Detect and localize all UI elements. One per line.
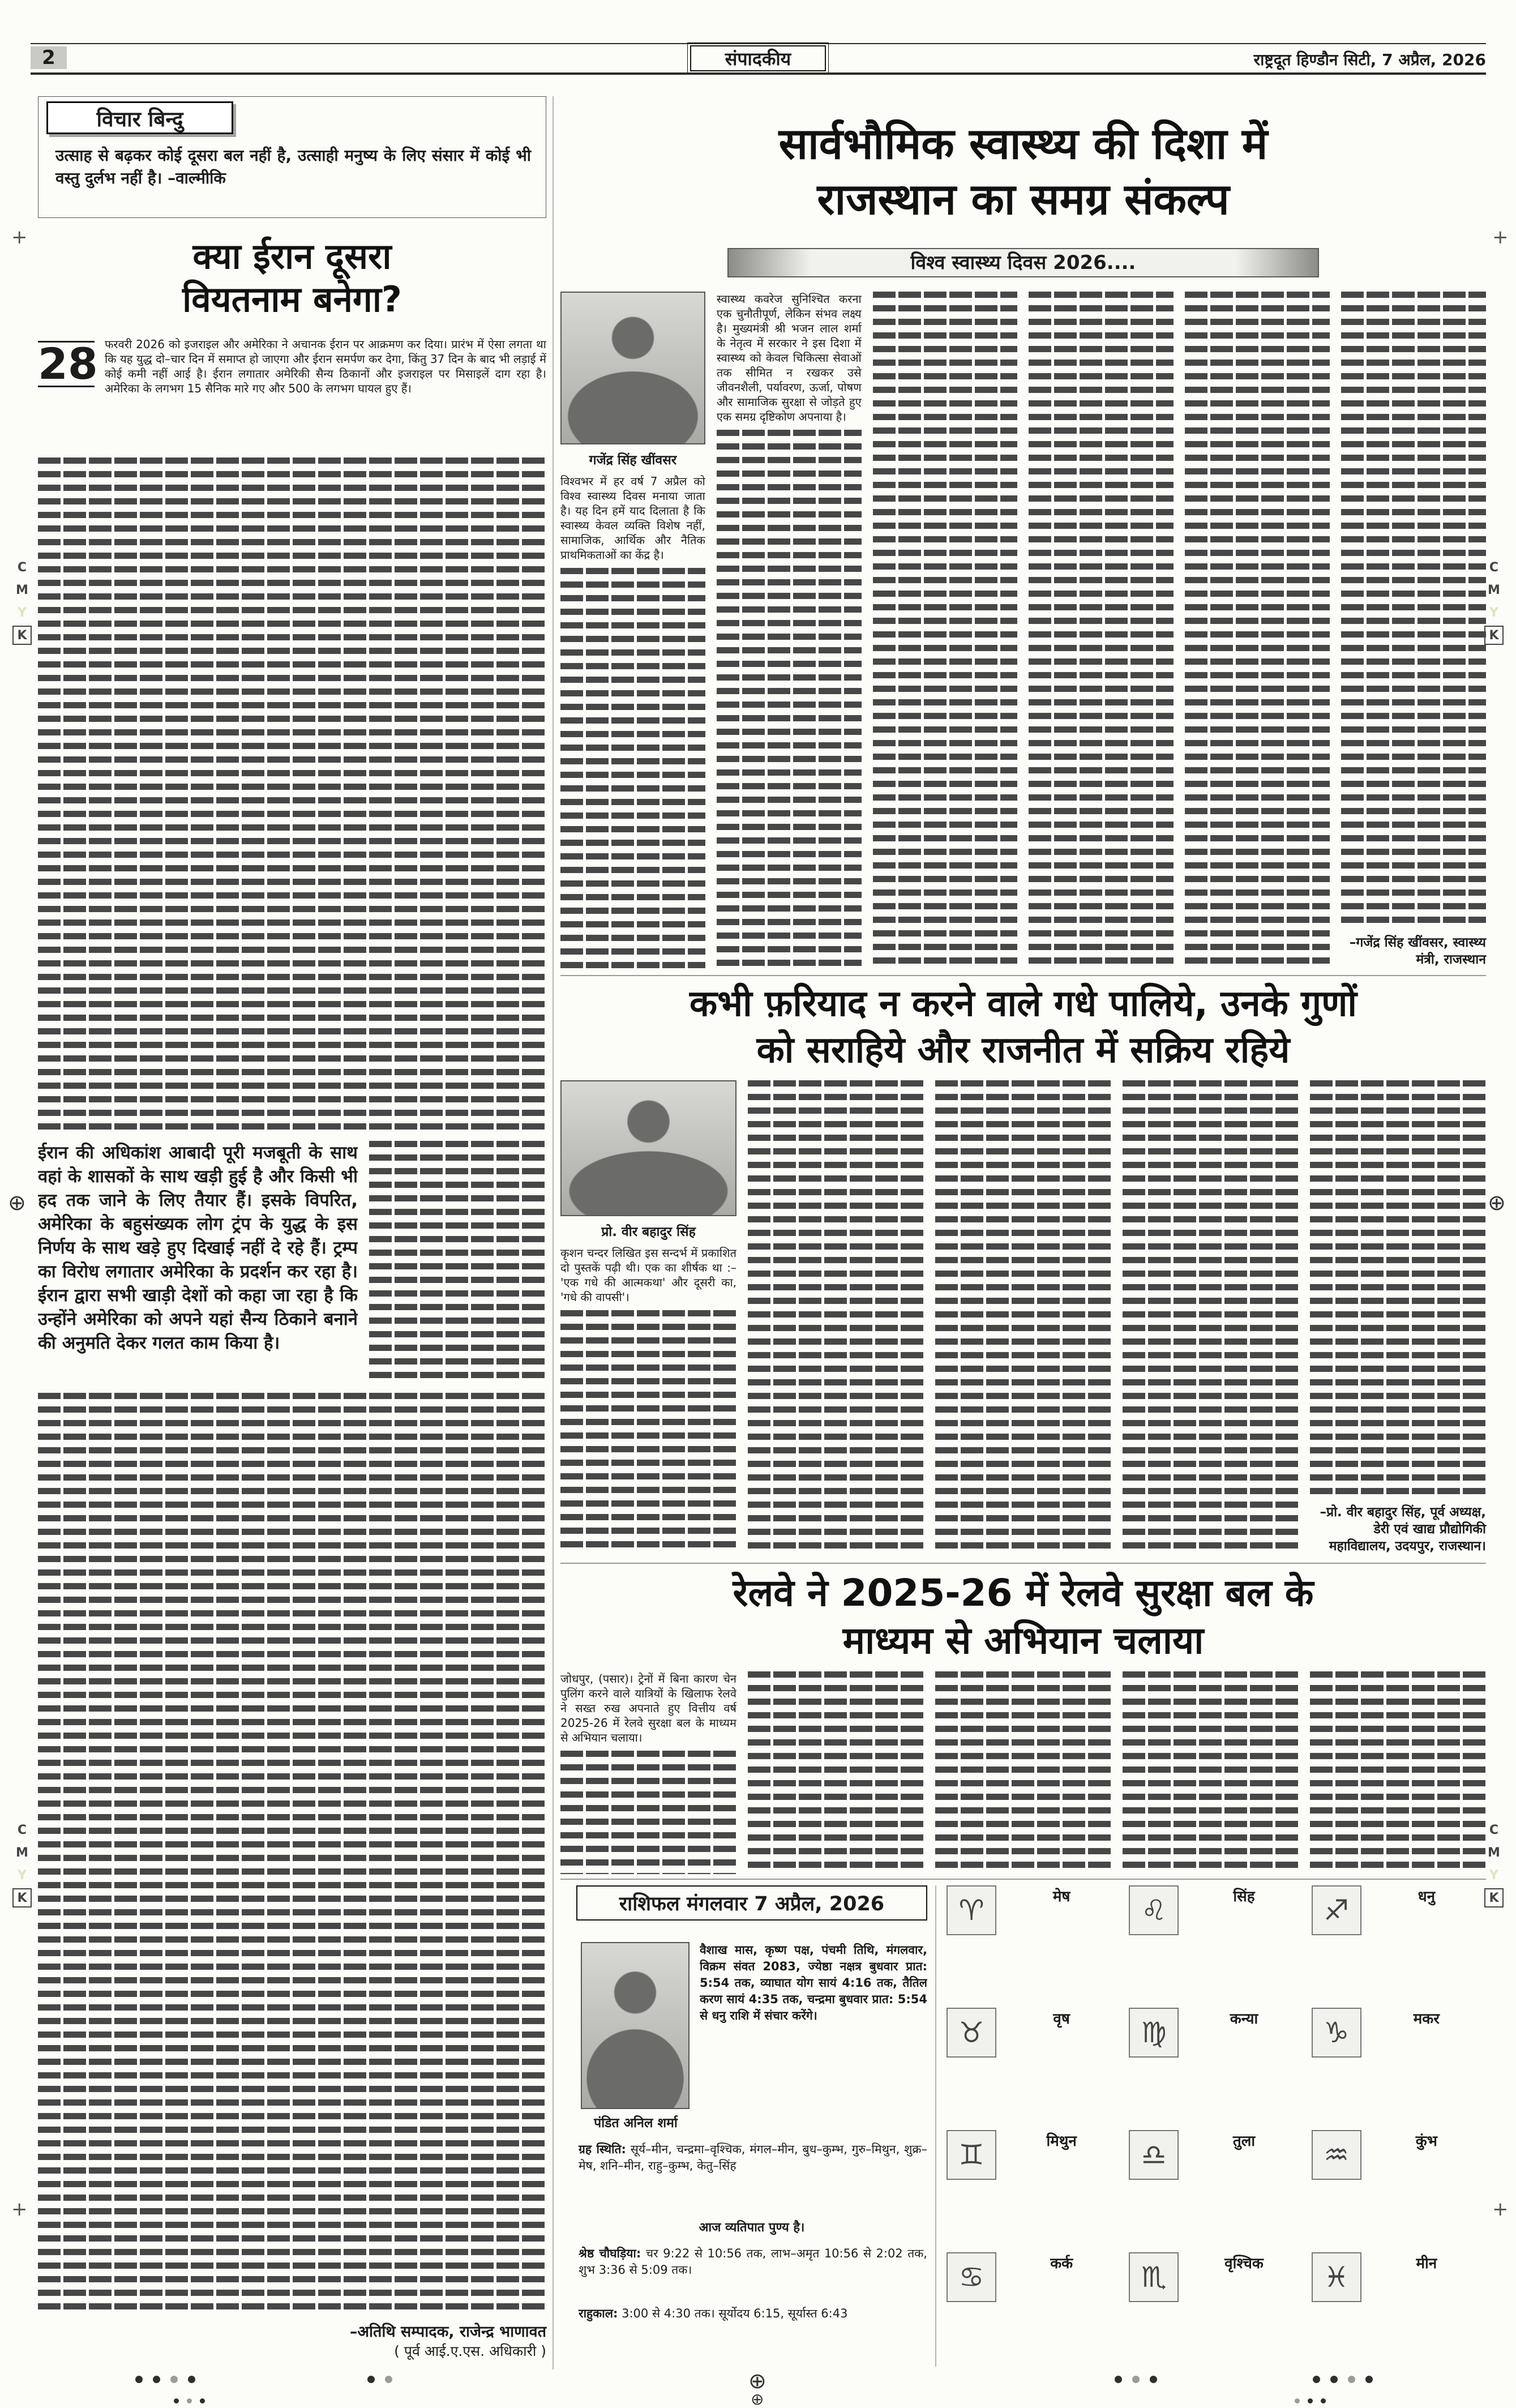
zodiac-name: धनु [1417, 1888, 1436, 1905]
iran-signature [38, 2320, 546, 2360]
capricorn-icon: ♑ [1312, 2008, 1361, 2058]
cmyk-marks [12, 1820, 32, 1907]
iran-body-text-block [38, 1393, 546, 2313]
health-photo-caption: गजेंद्र सिंह खींवसर [589, 453, 677, 468]
body-text-block [1123, 1080, 1299, 1555]
rahukal-label: राहुकाल: [579, 2307, 618, 2320]
virgo-icon: ♍ [1129, 2008, 1179, 2058]
registration-crosshair-icon: ⊕ [1488, 1190, 1506, 1215]
right-area [560, 96, 1486, 2369]
panchang-text: वैशाख मास, कृष्ण पक्ष, पंचमी तिथि, मंगलवार, विक्रम संवत 2083, ज्येष्ठा नक्षत्र बुधवार प्रात: 5:54 तक, व्याघात योग सायं 4:16 तक, तैतिल करण सायं 4:35 तक, चन्द्रमा बुधवार प्रात: 5:54 से धनु राशि में संचार करेंगे। [700, 1943, 927, 2022]
cmyk-c: C [1489, 1823, 1499, 1837]
page-header [31, 45, 1486, 71]
donkey-headline [560, 981, 1486, 1073]
zodiac-name: मेष [1052, 1888, 1070, 1905]
crop-mark-icon: + [1492, 226, 1509, 249]
horoscope-divider [935, 1885, 936, 2367]
article-column [560, 1671, 736, 1874]
pandit-photo [581, 1942, 690, 2109]
zodiac-cell [947, 2252, 1121, 2367]
iran-pull-quote: ईरान की अधिकांश आबादी पूरी मजबूती के साथ वहां के शासकों के साथ खड़ी हुई है और किसी भी हद तक जाने के लिए तैयार हैं। इसके विपरित, अमेरिका के बहुसंख्यक लोग ट्रंप के युद्ध के इस निर्णय के साथ खड़े हुए दिखाई नहीं दे रहे हैं। ट्रम्प का विरोध लगातार अमेरिका के प्रदर्शन कर रहा है। ईरान द्वारा सभी खाड़ी देशों को कहा जा रहा है कि उन्होंने अमेरिका को अपने यहां सैन्य ठिकाने बनाने की अनुमति देकर गलत काम किया है। [38, 1143, 358, 1353]
zodiac-cell [1312, 2130, 1486, 2244]
body-text-block [1310, 1671, 1486, 1874]
header-rule-top [31, 43, 1486, 44]
registration-crosshair-icon: ⊕ [748, 2368, 766, 2393]
article-column [1029, 292, 1174, 968]
body-text-block [1185, 292, 1330, 968]
railway-excerpt: जोधपुर, (पसार)। ट्रेनों में बिना कारण चेन पुलिंग करने वाले यात्रियों के खिलाफ रेलवे ने सख्त रुख अपनाते हुए वित्तीय वर्ष 2025-26 में रेलवे सुरक्षा बल के माध्यम से अभियान चलाया। [560, 1672, 736, 1744]
zodiac-cell [1129, 1885, 1303, 2000]
railway-headline-line1: रेलवे ने 2025-26 में रेलवे सुरक्षा बल के [733, 1571, 1314, 1615]
page-number: 2 [31, 46, 67, 69]
masthead-date: राष्ट्रदूत हिण्डौन सिटी, 7 अप्रैल, 2026 [1253, 50, 1486, 69]
zodiac-cell [947, 2008, 1121, 2122]
donkey-author-photo [560, 1080, 736, 1216]
taurus-icon: ♉ [947, 2008, 996, 2058]
donkey-headline-line1: कभी फ़रियाद न करने वाले गधे पालिये, उनके गुणों [689, 983, 1357, 1025]
crop-mark-icon: + [11, 2198, 28, 2221]
article-column [1123, 1080, 1299, 1555]
zodiac-cell [947, 1885, 1121, 2000]
article-column [748, 1080, 924, 1555]
article-column [935, 1080, 1111, 1555]
body-text-block [1123, 1671, 1299, 1874]
iran-lead-text: फरवरी 2026 को इजराइल और अमेरिका ने अचानक ईरान पर आक्रमण कर दिया। प्रारंभ में ऐसा लगता था कि यह युद्ध दो–चार दिन में समाप्त हो जाएगा और ईरान समर्पण कर देगा, किंतु 37 दिन के बाद भी लड़ाई में कोई कमी नहीं आई है। ईरान लगातार अमेरिकी सैन्य ठिकानों और इजराइल पर मिसाइलें दाग रहा है। अमेरिका के लगभग 15 सैनिक मारे गए और 500 के लगभग घायल हुए हैं। [105, 337, 546, 395]
cmyk-marks [1484, 558, 1504, 645]
cmyk-k: K [12, 1888, 32, 1907]
section-label: संपादकीय [690, 45, 826, 71]
cmyk-m: M [1488, 583, 1500, 597]
zodiac-name: मकर [1413, 2011, 1440, 2028]
left-column [38, 96, 546, 2369]
chaughadiya-text: चर 9:22 से 10:56 तक, लाभ–अमृत 10:56 से 2:02 तक, शुभ 3:36 से 5:09 तक। [579, 2247, 927, 2277]
body-text-block [560, 1310, 736, 1555]
article-column [1341, 292, 1486, 968]
body-text-block [935, 1080, 1111, 1555]
health-author-photo [560, 292, 705, 444]
iran-body-text-block [369, 1141, 546, 1384]
health-byline: –गजेंद्र सिंह खींवसर, स्वास्थ्य मंत्री, राजस्थान [1349, 935, 1486, 967]
body-text-block [1341, 292, 1486, 929]
registration-crosshair-icon: ⊕ [751, 2390, 764, 2408]
zodiac-name: कर्क [1050, 2255, 1073, 2272]
aquarius-icon: ♒ [1312, 2130, 1361, 2180]
aries-icon: ♈ [947, 1885, 996, 1935]
column-divider [553, 96, 554, 2369]
registration-dots [170, 2395, 209, 2406]
zodiac-name: कुंभ [1415, 2133, 1437, 2150]
cmyk-m: M [16, 583, 28, 597]
body-text-block [748, 1671, 924, 1874]
registration-dots [1110, 2375, 1162, 2385]
horoscope-note: आज व्यतिपात पुण्य है। [699, 2221, 805, 2235]
article-column [560, 292, 705, 968]
leo-icon: ♌ [1129, 1885, 1179, 1935]
article-column [560, 1080, 736, 1555]
railway-article-body [560, 1671, 1486, 1874]
zodiac-name: सिंह [1233, 1888, 1255, 1905]
scorpio-icon: ♏ [1129, 2252, 1179, 2302]
zodiac-name: मिथुन [1046, 2133, 1077, 2150]
iran-headline [38, 235, 546, 321]
donkey-byline: –प्रो. वीर बहादुर सिंह, पूर्व अध्यक्ष, डेरी एवं खाद्य प्रौद्योगिकी महाविद्यालय, उदयपुर, राजस्थान। [1320, 1505, 1486, 1554]
thought-box [38, 96, 546, 218]
cmyk-k: K [12, 626, 32, 645]
zodiac-name: वृश्चिक [1224, 2255, 1264, 2272]
body-text-block [1029, 292, 1174, 968]
cmyk-c: C [1489, 560, 1499, 575]
donkey-excerpt: कृशन चन्दर लिखित इस सन्दर्भ में प्रकाशित दो पुस्तकें पढ़ी थी। एक का शीर्षक था :– 'एक गधे की आत्मकथा' और दूसरी का, 'गधे की वापसी'। [560, 1246, 736, 1304]
registration-dots [1291, 2395, 1330, 2406]
zodiac-grid [947, 1885, 1486, 2367]
horoscope-title: राशिफल मंगलवार 7 अप्रैल, 2026 [576, 1885, 927, 1921]
cmyk-k: K [1484, 1888, 1504, 1907]
health-headline-line2: राजस्थान का समग्र संकल्प [817, 174, 1230, 224]
iran-headline-line2: वियतनाम बनेगा? [182, 279, 402, 320]
cmyk-marks [1484, 1820, 1504, 1907]
thought-box-title: विचार बिन्दु [46, 101, 233, 134]
planet-positions-text: सूर्य–मीन, चन्द्रमा–वृश्चिक, मंगल–मीन, बुध–कुम्भ, गुरु–मिथुन, शुक्र–मेष, शनि–मीन, राहु–कुम्भ, केतु–सिंह [579, 2142, 927, 2172]
body-text-block [935, 1671, 1111, 1874]
chaughadiya-label: श्रेष्ठ चौघड़िया: [579, 2247, 641, 2260]
pisces-icon: ♓ [1312, 2252, 1361, 2302]
iran-signature-name: –अतिथि सम्पादक, राजेन्द्र भाणावत [349, 2323, 546, 2341]
railway-headline [560, 1569, 1486, 1665]
railway-headline-line2: माध्यम से अभियान चलाया [842, 1619, 1204, 1662]
iran-drop-number: 28 [38, 339, 98, 389]
health-headline-line1: सार्वभौमिक स्वास्थ्य की दिशा में [778, 118, 1268, 169]
health-excerpt-1: विश्वभर में हर वर्ष 7 अप्रैल को विश्व स्वास्थ्य दिवस मनाया जाता है। यह दिन हमें याद दिलाता है कि स्वास्थ्य केवल व्यक्ति विशेष नहीं, सामाजिक, आर्थिक और नैतिक प्राथमिकताओं का केंद्र है। [560, 474, 705, 562]
rahukal [579, 2306, 927, 2322]
zodiac-cell [1129, 2252, 1303, 2367]
cmyk-y: Y [1489, 605, 1498, 620]
health-headline [560, 116, 1486, 227]
gemini-icon: ♊ [947, 2130, 996, 2180]
cmyk-c: C [17, 560, 27, 575]
cmyk-y: Y [1489, 1868, 1498, 1883]
body-text-block [717, 430, 862, 968]
article-column [717, 292, 862, 968]
health-article-body [560, 292, 1486, 968]
section-rule [560, 1879, 1486, 1880]
cmyk-k: K [1484, 626, 1504, 645]
libra-icon: ♎ [1129, 2130, 1179, 2180]
zodiac-name: मीन [1416, 2255, 1437, 2272]
registration-dots [1308, 2375, 1378, 2385]
registration-crosshair-icon: ⊕ [8, 1190, 26, 1215]
zodiac-name: कन्या [1230, 2011, 1258, 2028]
donkey-headline-line2: को सराहिये और राजनीत में सक्रिय रहिये [756, 1029, 1290, 1071]
zodiac-cell [1312, 2008, 1486, 2122]
cancer-icon: ♋ [947, 2252, 996, 2302]
crop-mark-icon: + [11, 226, 28, 249]
article-column [1123, 1671, 1299, 1874]
health-kicker: विश्व स्वास्थ्य दिवस 2026.... [727, 248, 1319, 277]
body-text-block [873, 292, 1018, 968]
cmyk-y: Y [18, 605, 27, 620]
article-column [1310, 1671, 1486, 1874]
header-rule-bottom [31, 72, 1486, 75]
zodiac-name: वृष [1053, 2011, 1070, 2028]
zodiac-cell [1312, 1885, 1486, 2000]
body-text-block [560, 568, 705, 968]
iran-headline-line1: क्या ईरान दूसरा [192, 236, 392, 277]
thought-box-quote: उत्साह से बढ़कर कोई दूसरा बल नहीं है, उत्साही मनुष्य के लिए संसार में कोई भी वस्तु दुर्लभ नहीं है। –वाल्मीकि [55, 146, 531, 187]
health-excerpt-2: स्वास्थ्य कवरेज सुनिश्चित करना एक चुनौतीपूर्ण, लेकिन संभव लक्ष्य है। मुख्यमंत्री श्री भजन लाल शर्मा के नेतृत्व में सरकार ने इस दिशा में स्वास्थ्य को केवल चिकित्सा सेवाओं तक सीमित न रखकर उसे जीवनशैली, पर्यावरण, ऊर्जा, पोषण और सामाजिक सुरक्षा से जोड़ते हुए एक समग्र दृष्टिकोण अपनाया है। [716, 292, 862, 424]
zodiac-name: तुला [1232, 2133, 1256, 2150]
crop-mark-icon: + [1492, 2198, 1509, 2221]
cmyk-marks [12, 558, 32, 645]
cmyk-m: M [1488, 1845, 1500, 1860]
body-text-block [1310, 1080, 1486, 1498]
article-column [873, 292, 1018, 968]
registration-dots [130, 2375, 200, 2385]
body-text-block [560, 1751, 736, 1874]
section-rule [560, 1563, 1486, 1564]
zodiac-cell [1129, 2008, 1303, 2122]
sagittarius-icon: ♐ [1312, 1885, 1361, 1935]
cmyk-m: M [16, 1845, 28, 1860]
body-text-block [748, 1080, 924, 1555]
pandit-photo-caption: पंडित अनिल शर्मा [594, 2116, 678, 2131]
registration-dots [362, 2375, 397, 2385]
article-column [1185, 292, 1330, 968]
planet-positions [579, 2141, 927, 2174]
donkey-photo-caption: प्रो. वीर बहादुर सिंह [601, 1225, 696, 1239]
article-column [748, 1671, 924, 1874]
zodiac-cell [1312, 2252, 1486, 2367]
chaughadiya [579, 2246, 927, 2278]
article-column [1310, 1080, 1486, 1555]
zodiac-cell [1129, 2130, 1303, 2244]
section-rule [560, 975, 1486, 976]
rahukal-text: 3:00 से 4:30 तक। सूर्योदय 6:15, सूर्यास्त 6:43 [622, 2307, 848, 2320]
article-column [935, 1671, 1111, 1874]
cmyk-y: Y [18, 1868, 27, 1883]
iran-body-text-block [38, 457, 546, 1132]
iran-signature-title: ( पूर्व आई.ए.एस. अधिकारी ) [394, 2343, 546, 2359]
horoscope-left [576, 1885, 930, 2367]
planet-positions-label: ग्रह स्थिति: [579, 2142, 626, 2156]
donkey-article-body [560, 1080, 1486, 1555]
zodiac-cell [947, 2130, 1121, 2244]
cmyk-c: C [17, 1823, 27, 1837]
